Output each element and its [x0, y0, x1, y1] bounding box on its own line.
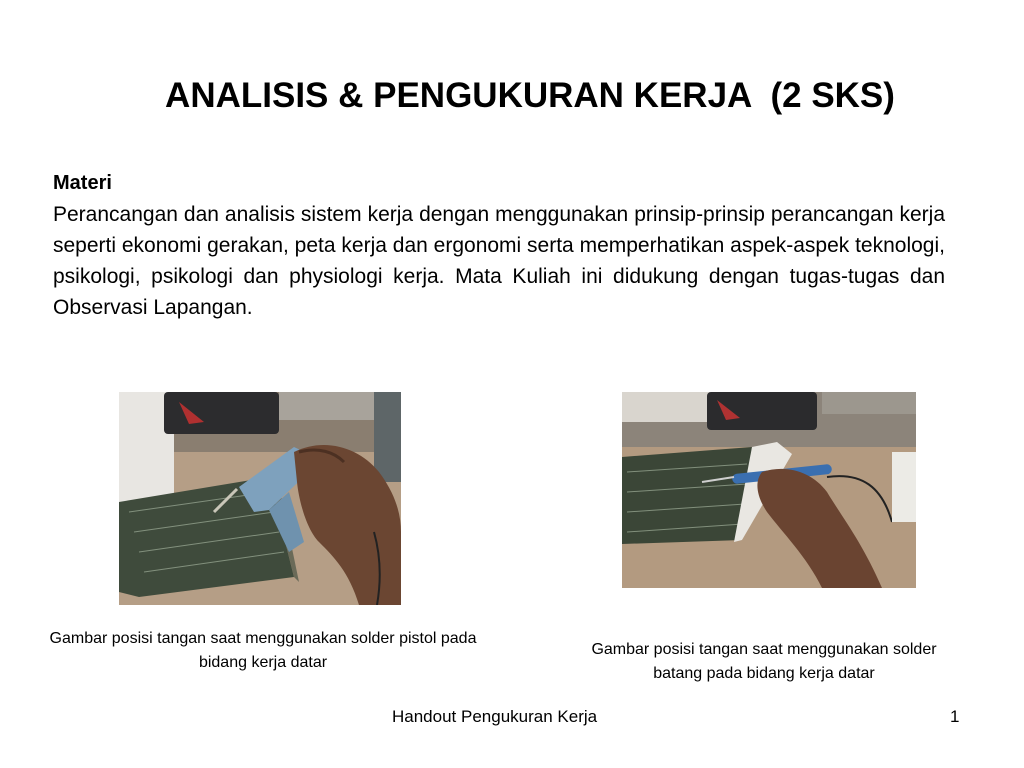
- photo-solder-pistol: [119, 392, 401, 605]
- figure-caption: Gambar posisi tangan saat menggunakan solder pistol pada bidang kerja datar: [49, 630, 477, 671]
- section-heading: Materi: [53, 172, 112, 194]
- photo-solder-batang: [622, 392, 916, 588]
- slide-title: ANALISIS & PENGUKURAN KERJA (2 SKS): [165, 76, 895, 115]
- footer-text: Handout Pengukuran Kerja: [392, 707, 598, 726]
- figure-caption: Gambar posisi tangan saat menggunakan solder batang pada bidang kerja datar: [591, 641, 937, 682]
- page-number: 1: [950, 707, 960, 726]
- body-paragraph: Perancangan dan analisis sistem kerja dengan menggunakan prinsip-prinsip perancangan kerja seperti ekonomi gerakan, peta kerja dan ergonomi serta memperhatikan aspek-aspek teknologi, psikologi, psikologi dan physiologi kerja. Mata Kuliah ini didukung dengan tugas-tugas dan Observasi Lapangan.: [53, 203, 945, 319]
